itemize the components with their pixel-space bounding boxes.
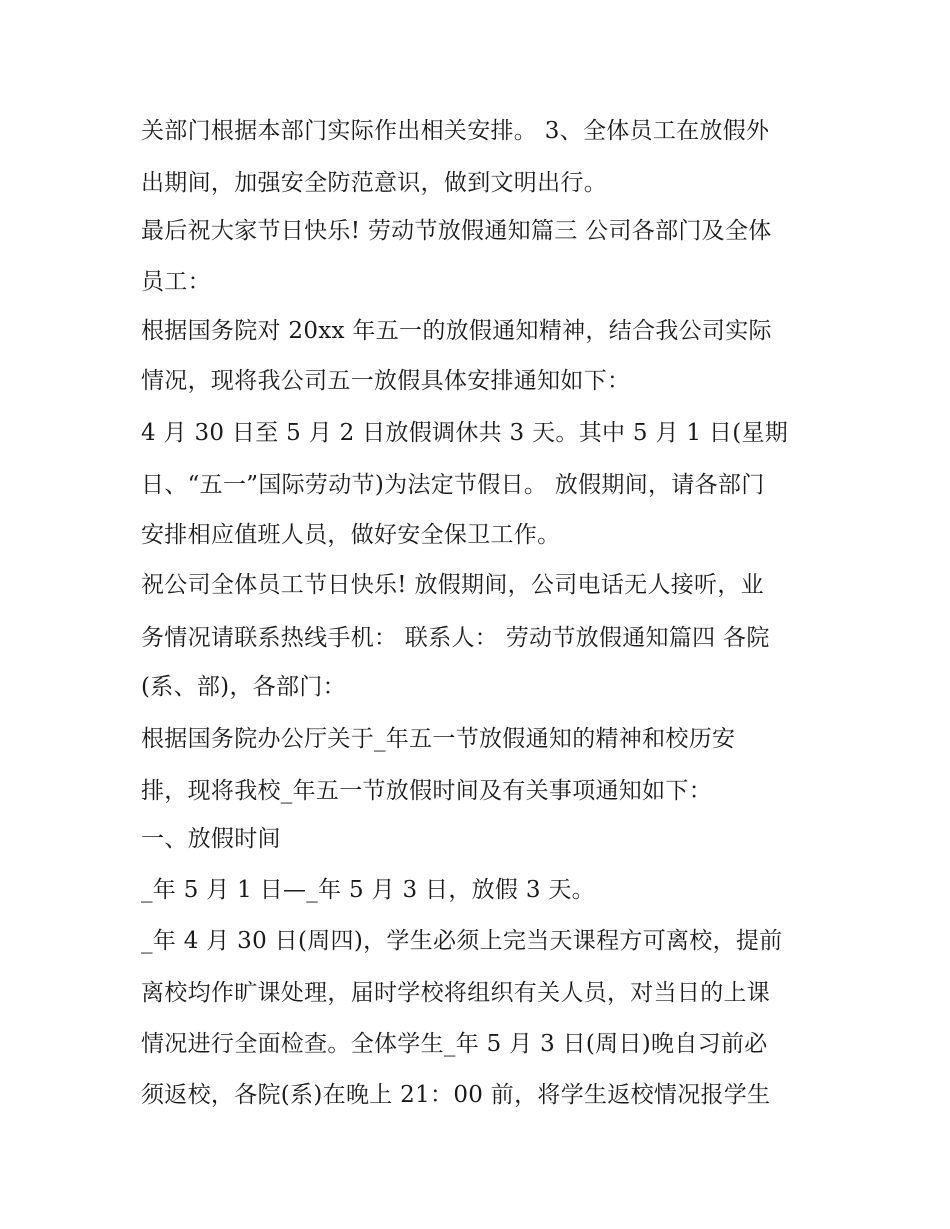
text-line: _年 4 月 30 日(周四)，学生必须上完当天课程方可离校，提前 [141, 928, 783, 954]
text-line: 祝公司全体员工节日快乐! 放假期间，公司电话无人接听，业 [141, 572, 764, 598]
text-line: 根据国务院办公厅关于_年五一节放假通知的精神和校历安 [141, 726, 736, 752]
text-line: 情况，现将我公司五一放假具体安排通知如下： [141, 368, 631, 394]
text-line: 4 月 30 日至 5 月 2 日放假调休共 3 天。其中 5 月 1 日(星期 [141, 420, 789, 446]
text-line: (系、部)，各部门： [141, 674, 346, 700]
text-line: 根据国务院对 20xx 年五一的放假通知精神，结合我公司实际 [141, 318, 772, 344]
text-line: 最后祝大家节日快乐! 劳动节放假通知篇三 公司各部门及全体 [141, 218, 772, 244]
text-line: 须返校，各院(系)在晚上 21：00 前，将学生返校情况报学生 [141, 1082, 771, 1108]
text-line: 出期间，加强安全防范意识，做到文明出行。 [141, 170, 607, 196]
text-line: 关部门根据本部门实际作出相关安排。 3、全体员工在放假外 [141, 118, 770, 144]
text-line: 日、“五一”国际劳动节)为法定节假日。 放假期间，请各部门 [141, 472, 765, 498]
text-line: _年 5 月 1 日—_年 5 月 3 日，放假 3 天。 [141, 877, 595, 903]
text-line: 务情况请联系热线手机： 联系人： 劳动节放假通知篇四 各院 [141, 625, 770, 651]
text-line: 情况进行全面检查。全体学生_年 5 月 3 日(周日)晚自习前必 [141, 1031, 768, 1057]
text-line: 排，现将我校_年五一节放假时间及有关事项通知如下： [141, 778, 712, 804]
text-line: 离校均作旷课处理，届时学校将组织有关人员，对当日的上课 [141, 980, 771, 1006]
text-line: 安排相应值班人员，做好安全保卫工作。 [141, 522, 561, 548]
text-line: 员工： [141, 269, 211, 295]
text-line: 一、放假时间 [141, 826, 281, 852]
